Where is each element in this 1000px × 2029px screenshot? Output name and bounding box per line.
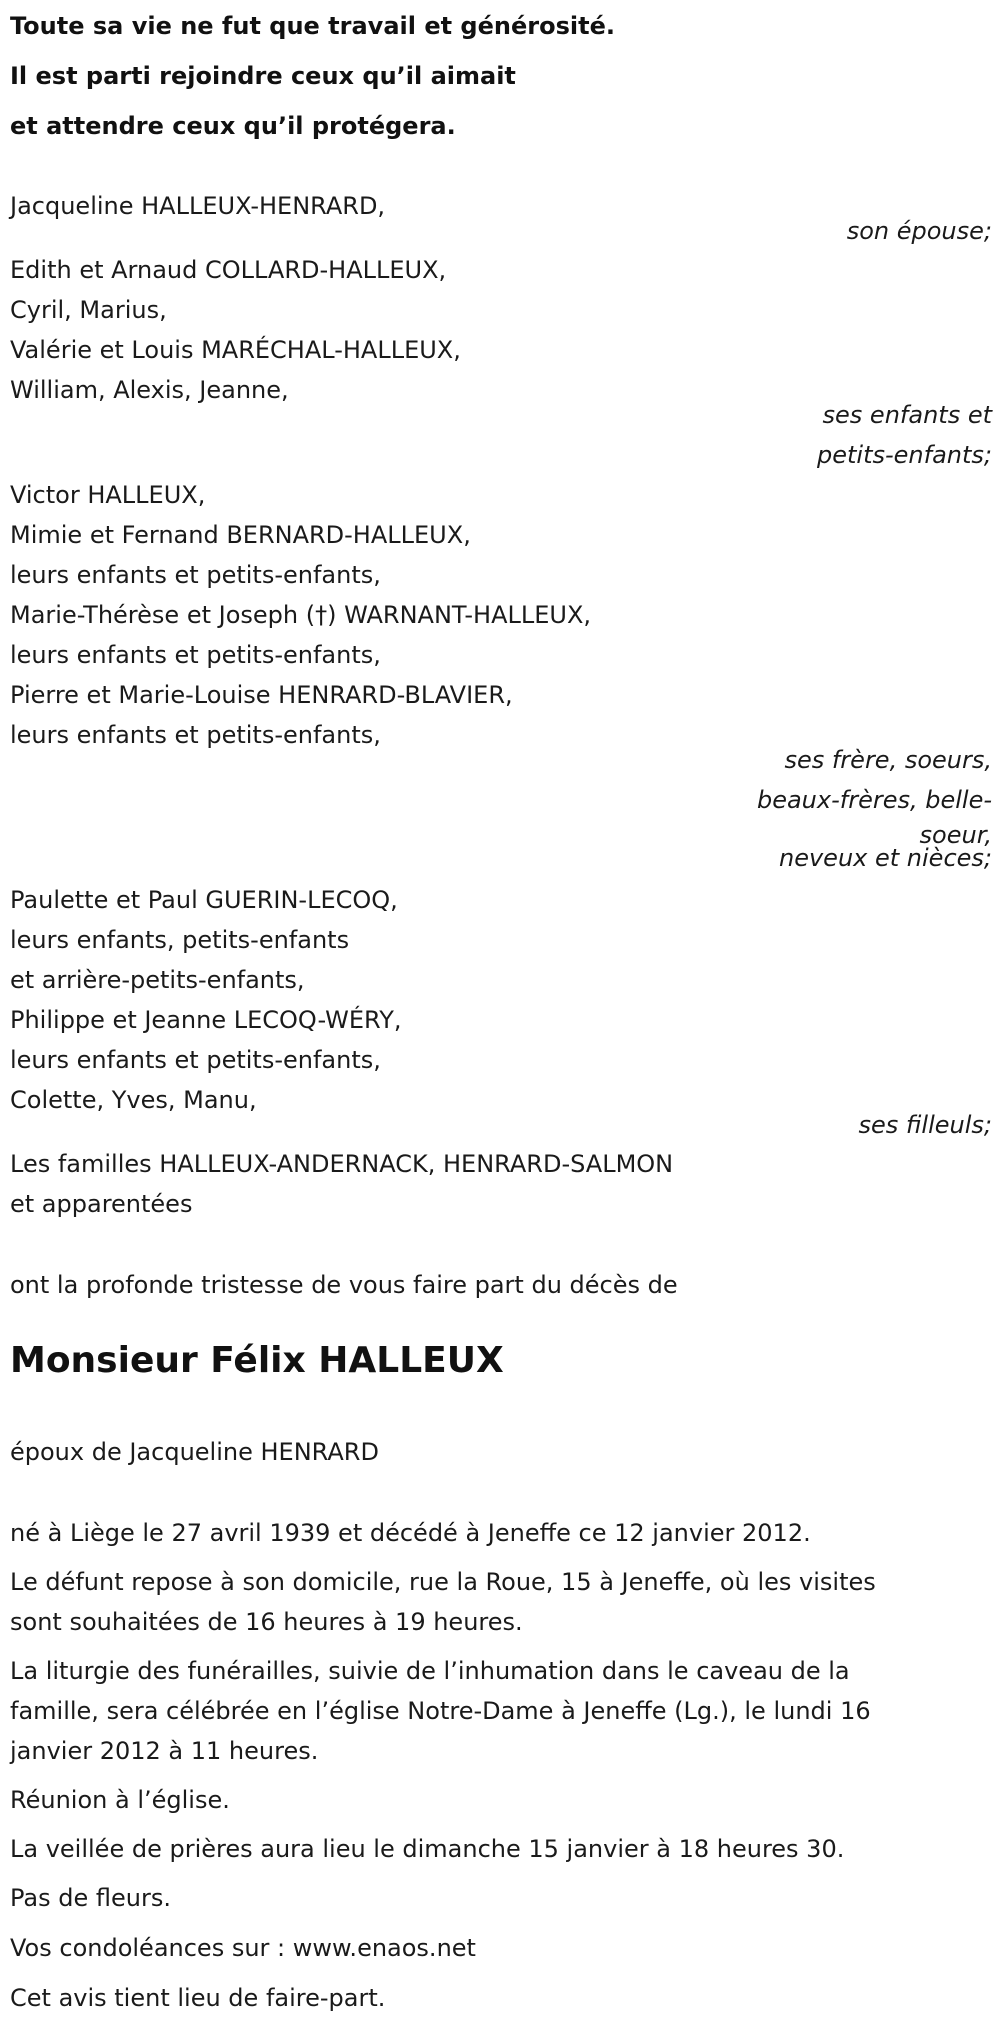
rest-line-1: Le défunt repose à son domicile, rue la Roue, 15 à Jeneffe, où les visites [10, 1568, 876, 1596]
siblings-line-7: leurs enfants et petits-enfants, [10, 721, 381, 749]
children-line-2: Cyril, Marius, [10, 296, 167, 324]
spouse-line: Jacqueline HALLEUX-HENRARD, [10, 192, 386, 220]
godchildren-line-5: leurs enfants et petits-enfants, [10, 1046, 381, 1074]
families-line-1: Les familles HALLEUX-ANDERNACK, HENRARD-SALMON [10, 1150, 674, 1178]
intro-line-2: Il est parti rejoindre ceux qu’il aimait [10, 62, 516, 90]
funeral-line-3: janvier 2012 à 11 heures. [10, 1737, 319, 1765]
birth-death-line: né à Liège le 27 avril 1939 et décédé à Jeneffe ce 12 janvier 2012. [10, 1519, 811, 1547]
siblings-role-2: beaux-frères, belle- [756, 786, 992, 814]
spouse-of-line: époux de Jacqueline HENRARD [10, 1438, 379, 1466]
siblings-role-4: neveux et nièces; [779, 844, 992, 872]
godchildren-line-2: leurs enfants, petits-enfants [10, 926, 350, 954]
siblings-line-2: Mimie et Fernand BERNARD-HALLEUX, [10, 521, 471, 549]
godchildren-line-1: Paulette et Paul GUERIN-LECOQ, [10, 886, 398, 914]
godchildren-role: ses filleuls; [858, 1111, 992, 1139]
funeral-line-2: famille, sera célébrée en l’église Notre-Dame à Jeneffe (Lg.), le lundi 16 [10, 1697, 871, 1725]
families-line-2: et apparentées [10, 1190, 193, 1218]
deceased-name: Monsieur Félix HALLEUX [10, 1340, 504, 1381]
siblings-line-1: Victor HALLEUX, [10, 481, 206, 509]
meeting-line: Réunion à l’église. [10, 1786, 230, 1814]
godchildren-line-6: Colette, Yves, Manu, [10, 1086, 257, 1114]
children-line-1: Edith et Arnaud COLLARD-HALLEUX, [10, 256, 447, 284]
children-role-2: petits-enfants; [817, 441, 992, 469]
notice-line: Cet avis tient lieu de faire-part. [10, 1984, 386, 2012]
siblings-line-4: Marie-Thérèse et Joseph (†) WARNANT-HALLEUX, [10, 601, 592, 629]
funeral-line-1: La liturgie des funérailles, suivie de l’inhumation dans le caveau de la [10, 1657, 850, 1685]
godchildren-line-3: et arrière-petits-enfants, [10, 966, 305, 994]
announcement-line: ont la profonde tristesse de vous faire part du décès de [10, 1271, 678, 1299]
vigil-line: La veillée de prières aura lieu le dimanche 15 janvier à 18 heures 30. [10, 1835, 845, 1863]
children-line-4: William, Alexis, Jeanne, [10, 376, 289, 404]
spouse-role: son épouse; [846, 217, 992, 245]
siblings-line-6: Pierre et Marie-Louise HENRARD-BLAVIER, [10, 681, 513, 709]
siblings-line-3: leurs enfants et petits-enfants, [10, 561, 381, 589]
siblings-line-5: leurs enfants et petits-enfants, [10, 641, 381, 669]
children-role-1: ses enfants et [822, 401, 992, 429]
condolences-line: Vos condoléances sur : www.enaos.net [10, 1934, 476, 1962]
children-line-3: Valérie et Louis MARÉCHAL-HALLEUX, [10, 336, 461, 364]
siblings-role-1: ses frère, soeurs, [784, 746, 992, 774]
flowers-line: Pas de fleurs. [10, 1884, 171, 1912]
intro-line-1: Toute sa vie ne fut que travail et générosité. [10, 12, 615, 40]
godchildren-line-4: Philippe et Jeanne LECOQ-WÉRY, [10, 1006, 402, 1034]
rest-line-2: sont souhaitées de 16 heures à 19 heures. [10, 1608, 523, 1636]
siblings-role-3: soeur, [919, 821, 992, 849]
intro-line-3: et attendre ceux qu’il protégera. [10, 112, 456, 140]
